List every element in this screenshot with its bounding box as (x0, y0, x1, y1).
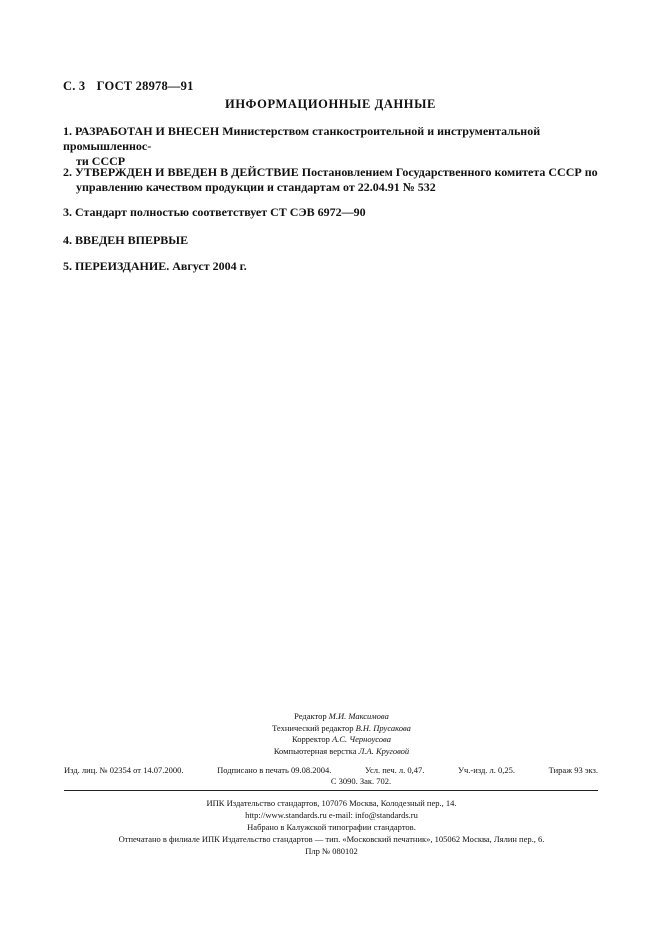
order-number: С 3090. Зак. 702. (330, 776, 392, 786)
item-text: РАЗРАБОТАН И ВНЕСЕН Министерством станкостроительной и инструментальной промышленнос- (63, 124, 541, 153)
page-reference: С. 3 (63, 79, 86, 93)
publisher-address: ИПК Издательство стандартов, 107076 Москва, Колодезный пер., 14. (206, 798, 457, 808)
item-text-continued: ти СССР (76, 154, 126, 168)
info-item-introduced (63, 233, 600, 248)
printer-license: Плр № 080102 (305, 846, 358, 856)
editorial-credits (0, 711, 661, 757)
publication-sheets: Уч.-изд. л. 0,25. (457, 765, 516, 775)
item-text-continued: управлению качеством продукции и стандартам от 22.04.91 № 532 (76, 180, 436, 194)
credit-proofreader: Корректор А.С. Черноусова (292, 734, 391, 744)
info-item-approved (63, 165, 600, 195)
info-item-developed (63, 124, 600, 169)
section-title: ИНФОРМАЦИОННЫЕ ДАННЫЕ (225, 97, 436, 111)
divider (64, 790, 598, 791)
print-run: Тираж 93 экз. (548, 765, 598, 775)
printing-note: Отпечатано в филиале ИПК Издательство стандартов — тип. «Московский печатник», 105062 Москва, Лялин пер., 6. (118, 834, 545, 844)
credit-layout: Компьютерная верстка Л.А. Круговой (273, 745, 410, 756)
print-sheets: Усл. печ. л. 0,47. (364, 765, 425, 775)
standard-number: ГОСТ 28978—91 (96, 79, 194, 93)
item-number: 5. (63, 259, 72, 273)
license-number: Изд. лиц. № 02354 от 14.07.2000. (64, 765, 184, 775)
signed-date: Подписано в печать 09.08.2004. (217, 765, 332, 775)
typesetting-note: Набрано в Калужской типографии стандартов. (247, 822, 416, 832)
page-header (63, 79, 202, 94)
info-item-reissue (63, 259, 600, 274)
info-item-compliance (63, 205, 600, 220)
item-number: 1. (63, 124, 72, 138)
item-text: Стандарт полностью соответствует СТ СЭВ 6972—90 (75, 205, 366, 219)
item-number: 3. (63, 205, 72, 219)
item-text: УТВЕРЖДЕН И ВВЕДЕН В ДЕЙСТВИЕ Постановлением Государственного комитета СССР по (75, 165, 598, 179)
publisher-contacts: http://www.standards.ru e-mail: info@standards.ru (245, 810, 418, 820)
item-text: ВВЕДЕН ВПЕРВЫЕ (75, 233, 189, 247)
credit-editor: Редактор М.И. Максимова (294, 711, 389, 721)
print-imprint (64, 765, 598, 787)
item-number: 4. (63, 233, 72, 247)
credit-tech-editor: Технический редактор В.Н. Прусакова (272, 722, 411, 733)
item-text: ПЕРЕИЗДАНИЕ. Август 2004 г. (75, 259, 247, 273)
item-number: 2. (63, 165, 72, 179)
publisher-info (0, 797, 661, 857)
